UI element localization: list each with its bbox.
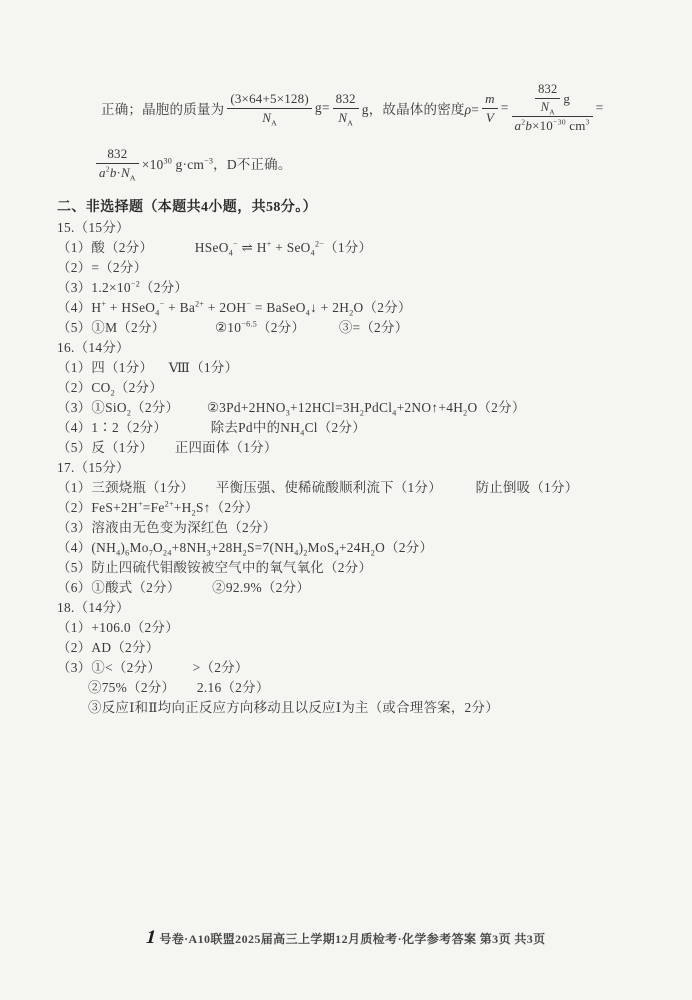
question-18-answers <box>57 598 672 718</box>
q15-title: 15.（15分） <box>57 220 130 235</box>
answer-text: 2.16（2分） <box>196 680 270 695</box>
answer-text: （3）①<（2分） <box>57 660 161 675</box>
answer-text: Ⅷ（1分） <box>168 360 239 375</box>
q17-answer-1 <box>57 478 672 498</box>
denominator: $N_A$ <box>262 109 277 128</box>
answer-text: （1）酸（2分） <box>57 240 154 255</box>
answer-text: HSeO$_4$− ⇌ H+ + SeO$_4^{2-}$（1分） <box>194 239 373 258</box>
question-16-answers <box>57 338 672 458</box>
density-formula-block <box>101 80 672 188</box>
fraction <box>227 90 312 128</box>
answer-text: （1）四（1分） <box>57 360 154 375</box>
numerator: m <box>482 91 498 109</box>
formula-text: g= <box>314 100 330 115</box>
q17-title: 17.（15分） <box>57 460 130 475</box>
answer-text: $②10^{-6.5}(2$分） <box>215 319 306 335</box>
q15-answer-3: $(3)1.2\times 10^{-2}(2$分） <box>57 279 189 295</box>
answer-text: 防止倒吸（1分） <box>475 480 579 495</box>
q16-answer-2: $(2)CO_2(2$分） <box>57 380 163 398</box>
q16-answer-1 <box>57 358 672 378</box>
q18-answer-2: （2）AD（2分） <box>57 640 160 655</box>
question-15-answers <box>57 218 672 338</box>
q15-answer-5 <box>57 318 672 338</box>
fraction <box>482 91 498 125</box>
formula-text: = <box>595 100 604 115</box>
answer-text: ②75%（2分） <box>88 680 176 695</box>
numerator: 832 <box>535 82 560 99</box>
q17-answer-5: （5）防止四硫代钼酸铵被空气中的氧气氧化（2分） <box>57 560 373 575</box>
q18-answer-3-sub2 <box>88 678 672 698</box>
q17-answer-2: $(2)FeS+2H^+=Fe^{2+}+H_2S↑(2$分） <box>57 499 259 518</box>
q17-answer-4: $(4)(NH_4)_6Mo_7O_{24}+8NH_3+28H_2S=7(NH_4)_2MoS_4+24H_2O(2$分） <box>57 540 434 558</box>
density-formula-line-1 <box>101 80 672 136</box>
answer-text: （5）①M（2分） <box>57 320 166 335</box>
denominator: V <box>485 109 494 125</box>
q17-answer-3: （3）溶液由无色变为深红色（2分） <box>57 520 277 535</box>
q17-answer-6 <box>57 578 672 598</box>
answer-text: ②92.9%（2分） <box>212 580 311 595</box>
answer-text: 平衡压强、使稀硫酸顺利流下（1分） <box>215 480 442 495</box>
answer-text: $②3Pd+2HNO_3+12HCl=3H_2PdCl_4+2NO↑+4H_2O(2$分） <box>206 400 526 418</box>
q18-answer-3-sub3: ③反应Ⅰ和Ⅱ均向正反应方向移动且以反应Ⅰ为主（或合理答案，2分） <box>88 700 499 715</box>
page-footer <box>0 927 692 949</box>
numerator: 832 <box>333 91 359 109</box>
denominator: $a^2b\cdot N_A$ <box>99 164 136 183</box>
answer-text: （1）三颈烧瓶（1分） <box>57 480 195 495</box>
section-heading: 二、非选择题（本题共4小题，共58分。） <box>57 200 317 215</box>
answer-text: 正四面体（1分） <box>174 440 278 455</box>
q15-answer-2: （2）=（2分） <box>57 260 148 275</box>
numerator: (3×64+5×128) <box>227 91 312 109</box>
formula-text: = <box>500 100 509 115</box>
fraction <box>535 82 560 115</box>
q16-answer-4 <box>57 418 672 438</box>
q16-answer-5 <box>57 438 672 458</box>
q15-answer-4: （4）H+ + HSeO$_4$− + $Ba^{2+} + 2OH^-$ = BaSeO$_4$↓ + $2H_2O(2$分） <box>57 299 412 318</box>
fraction <box>96 145 139 183</box>
formula-text: $\times 10^{30}$ $g\cdot cm^{-3}$，D不正确。 <box>141 156 292 172</box>
formula-text: g，故晶体的密度ρ= <box>361 102 480 117</box>
fraction <box>333 90 359 128</box>
brand-logo: 1 <box>143 927 160 948</box>
formula-text: 正确；晶胞的质量为 <box>101 102 225 117</box>
denominator: $a^2b\times 10^{-30}$ $cm^3$ <box>514 117 590 134</box>
nested-fraction <box>512 82 593 134</box>
q18-title: 18.（14分） <box>57 600 130 615</box>
q16-answer-3 <box>57 398 672 418</box>
denominator: $N_A$ <box>338 109 354 128</box>
q15-answer-1 <box>57 238 672 258</box>
denominator: $N_A$ <box>540 100 555 117</box>
formula-text: g <box>563 90 571 106</box>
answer-text: ③=（2分） <box>338 320 409 335</box>
question-17-answers <box>57 458 672 598</box>
answer-text: 除去Pd中的$NH_4Cl(2$分） <box>210 420 366 438</box>
answer-text: （3）①SiO$_2$（2分） <box>57 400 180 418</box>
q18-answer-1: （1）+106.0（2分） <box>57 620 179 635</box>
answer-text: （6）①酸式（2分） <box>57 580 181 595</box>
answer-text: （4）1∶2（2分） <box>57 420 168 435</box>
q16-title: 16.（14分） <box>57 340 130 355</box>
numerator <box>512 82 593 117</box>
numerator: 832 <box>96 146 139 164</box>
answer-text: >（2分） <box>192 660 249 675</box>
density-formula-line-2 <box>93 138 672 188</box>
q18-answer-3 <box>57 658 672 678</box>
footer-text: 号卷·A10联盟2025届高三上学期12月质检考·化学参考答案 第3页 共3页 <box>159 932 546 946</box>
answer-text: （5）反（1分） <box>57 440 154 455</box>
